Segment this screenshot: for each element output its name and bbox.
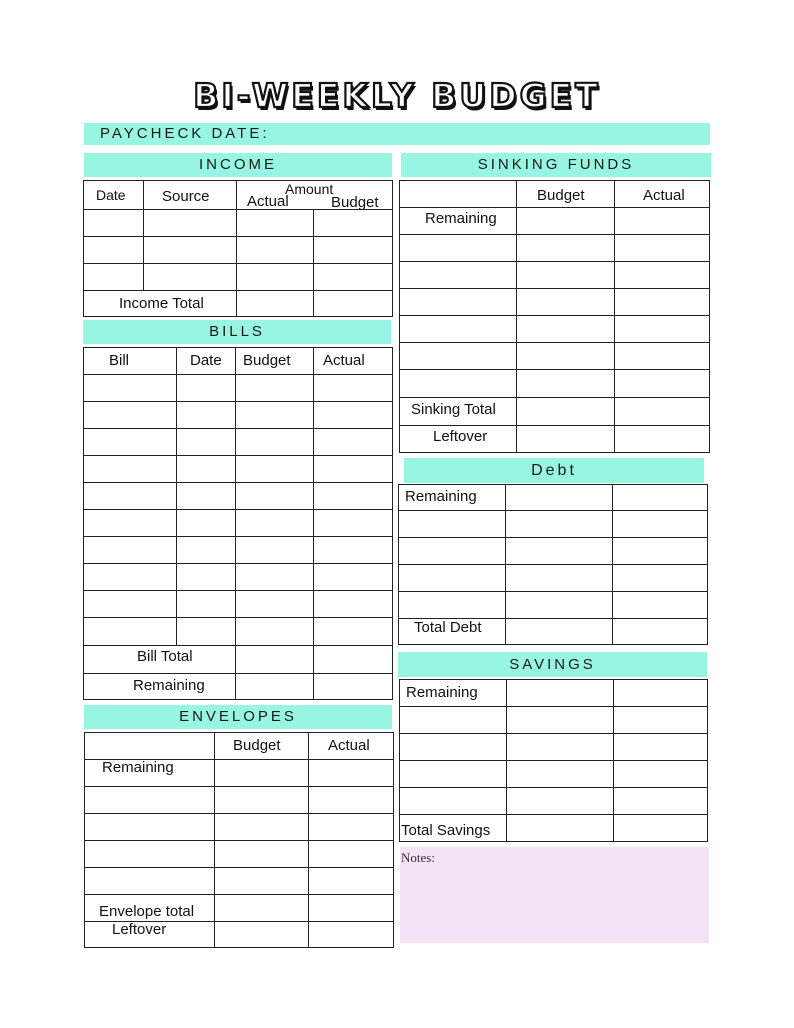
sinking-leftover-label: Leftover — [433, 428, 488, 445]
bills-total-label: Bill Total — [137, 648, 193, 665]
bills-col-date: Date — [190, 352, 222, 369]
bills-col-budget: Budget — [243, 352, 291, 369]
income-total-label: Income Total — [119, 295, 204, 312]
sinking-remaining-label: Remaining — [425, 210, 497, 227]
envelopes-remaining-label: Remaining — [102, 759, 174, 776]
debt-remaining-label: Remaining — [405, 488, 477, 505]
envelopes-col-budget: Budget — [233, 737, 281, 754]
envelopes-heading: ENVELOPES — [84, 705, 392, 729]
income-heading: INCOME — [84, 153, 392, 177]
income-col-date: Date — [96, 187, 126, 203]
income-col-source: Source — [162, 188, 210, 205]
paycheck-date-band[interactable] — [84, 123, 710, 145]
envelopes-col-actual: Actual — [328, 737, 370, 754]
bills-col-actual: Actual — [323, 352, 365, 369]
notes-label: Notes: — [401, 850, 435, 865]
debt-heading: Debt — [404, 458, 704, 483]
income-col-actual: Actual — [247, 193, 289, 210]
page-title: BI-WEEKLY BUDGET — [193, 76, 601, 115]
bills-table — [83, 347, 393, 700]
bills-col-bill: Bill — [109, 352, 130, 369]
income-col-amount: Amount — [285, 181, 334, 197]
notes-area[interactable] — [400, 847, 709, 943]
savings-total-label: Total Savings — [401, 822, 491, 839]
savings-remaining-label: Remaining — [406, 684, 478, 701]
bills-heading: BILLS — [83, 320, 391, 344]
sinking-funds-heading: SINKING FUNDS — [401, 153, 711, 177]
sinking-col-actual: Actual — [643, 187, 685, 204]
paycheck-date-label: PAYCHECK DATE: — [100, 125, 270, 142]
envelopes-total-label: Envelope total — [99, 903, 195, 920]
envelopes-leftover-label: Leftover — [112, 921, 167, 938]
sinking-total-label: Sinking Total — [411, 401, 496, 418]
sinking-col-budget: Budget — [537, 187, 585, 204]
savings-heading: SAVINGS — [398, 652, 707, 677]
bills-remaining-label: Remaining — [133, 677, 205, 694]
income-col-budget: Budget — [331, 194, 379, 211]
debt-total-label: Total Debt — [414, 619, 482, 636]
